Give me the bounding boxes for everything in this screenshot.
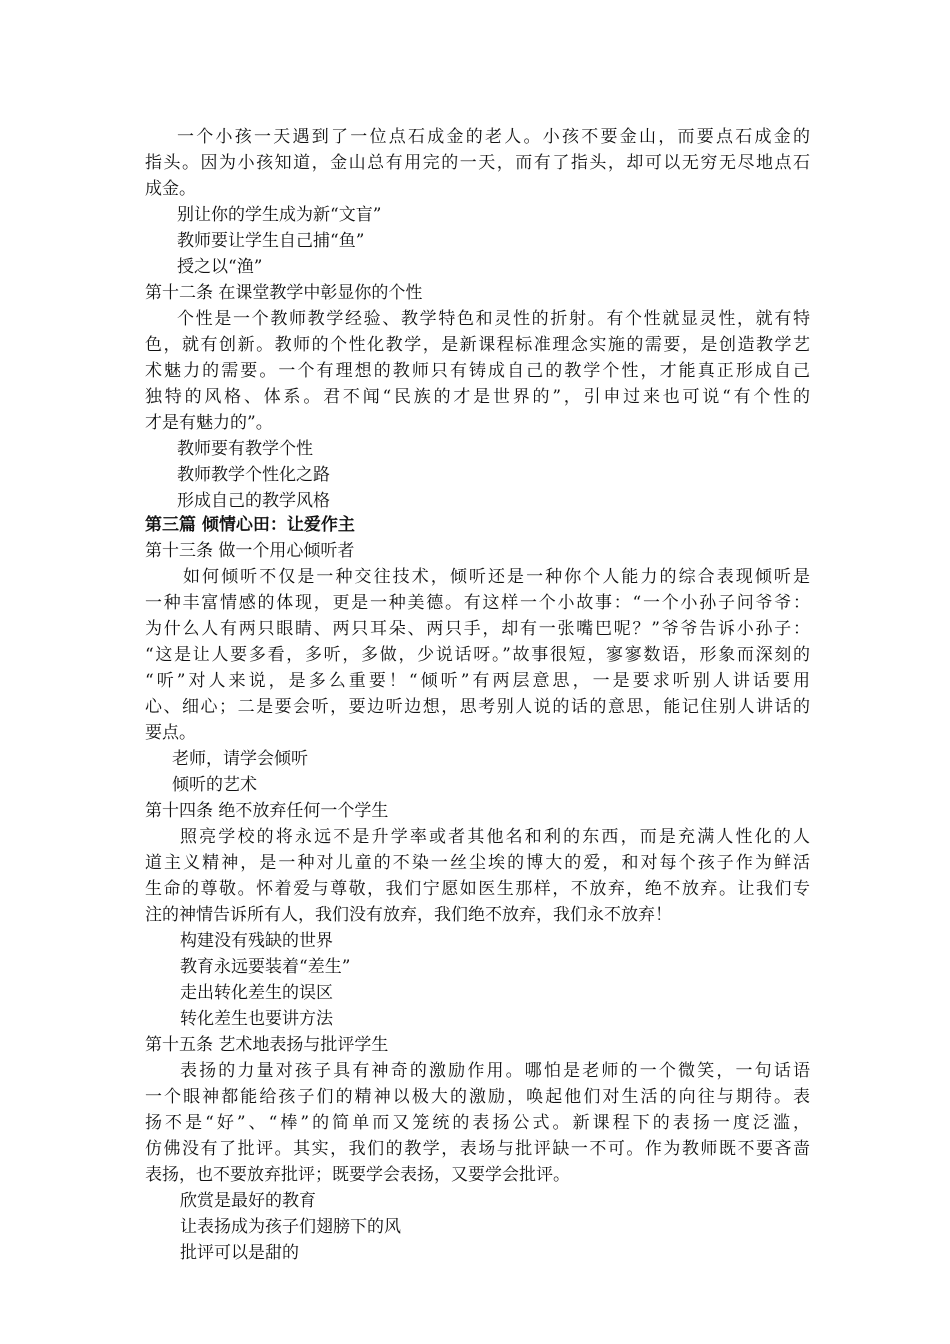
text-line: 扬不是“好”、“棒”的简单而又笼统的表扬公式。新课程下的表扬一度泛滥，	[145, 1113, 810, 1133]
text-line: 第十四条 绝不放弃任何一个学生	[145, 801, 389, 821]
text-line: 独特的风格、体系。君不闻“民族的才是世界的”，引申过来也可说“有个性的	[145, 387, 810, 407]
text-line: 生命的尊敬。怀着爱与尊敬，我们宁愿如医生那样，不放弃，绝不放弃。让我们专	[145, 879, 810, 899]
text-line: 一个小孩一天遇到了一位点石成金的老人。小孩不要金山，而要点石成金的	[177, 127, 810, 147]
text-line: 第十五条 艺术地表扬与批评学生	[145, 1035, 389, 1055]
text-line: 转化差生也要讲方法	[180, 1009, 333, 1029]
text-line: 欣赏是最好的教育	[180, 1191, 316, 1211]
text-line: 为什么人有两只眼睛、两只耳朵、两只手，却有一张嘴巴呢？”爷爷告诉小孙子：	[145, 619, 810, 639]
text-line: 要点。	[145, 723, 196, 743]
text-line: 第十二条 在课堂教学中彰显你的个性	[145, 283, 423, 303]
text-line: 教育永远要装着“差生”	[180, 957, 351, 977]
text-line: 才是有魅力的”。	[145, 413, 273, 433]
text-line: “听”对人来说，是多么重要！“倾听”有两层意思，一是要求听别人讲话要用	[145, 671, 810, 691]
text-line: 教师要有教学个性	[177, 439, 313, 459]
text-line: 心、细心；二是要会听，要边听边想，思考别人说的话的意思，能记住别人讲话的	[145, 697, 810, 717]
text-line: 仿佛没有了批评。其实，我们的教学，表场与批评缺一不可。作为教师既不要吝啬	[145, 1139, 810, 1159]
text-line: 走出转化差生的误区	[180, 983, 333, 1003]
text-line: 教师教学个性化之路	[177, 465, 330, 485]
text-line: 授之以“渔”	[177, 257, 263, 277]
text-line: 色，就有创新。教师的个性化教学，是新课程标准理念实施的需要，是创造教学艺	[145, 335, 810, 355]
text-line: 让表扬成为孩子们翅膀下的风	[180, 1217, 401, 1237]
text-line: 一个眼神都能给孩子们的精神以极大的激励，唤起他们对生活的向往与期待。表	[145, 1087, 810, 1107]
text-line: 表扬，也不要放弃批评；既要学会表扬，又要学会批评。	[145, 1165, 570, 1185]
text-line: 注的神情告诉所有人，我们没有放弃，我们绝不放弃，我们永不放弃！	[145, 905, 672, 925]
text-line: 术魅力的需要。一个有理想的教师只有铸成自己的教学个性，才能真正形成自己	[145, 361, 810, 381]
section-heading: 第三篇 倾情心田：让爱作主	[145, 515, 355, 535]
text-line: 成金。	[145, 179, 196, 199]
text-line: 表扬的力量对孩子具有神奇的激励作用。哪怕是老师的一个微笑，一句话语	[180, 1061, 810, 1081]
text-line: 构建没有残缺的世界	[180, 931, 333, 951]
text-line: 指头。因为小孩知道，金山总有用完的一天，而有了指头，却可以无穷无尽地点石	[145, 153, 810, 173]
text-line: 第十三条 做一个用心倾听者	[145, 541, 355, 561]
text-line: 道主义精神，是一种对儿童的不染一丝尘埃的博大的爱，和对每个孩子作为鲜活	[145, 853, 810, 873]
text-line: 老师，请学会倾听	[172, 749, 308, 769]
text-line: 如何倾听不仅是一种交往技术，倾听还是一种你个人能力的综合表现倾听是	[183, 567, 810, 587]
text-line: “这是让人要多看，多听，多做，少说话呀。”故事很短，寥寥数语，形象而深刻的	[145, 645, 810, 665]
text-line: 照亮学校的将永远不是升学率或者其他名和利的东西，而是充满人性化的人	[180, 827, 810, 847]
text-line: 个性是一个教师教学经验、教学特色和灵性的折射。有个性就显灵性，就有特	[177, 309, 810, 329]
text-line: 别让你的学生成为新“文盲”	[177, 205, 382, 225]
text-line: 形成自己的教学风格	[177, 491, 330, 511]
text-line: 教师要让学生自己捕“鱼”	[177, 231, 365, 251]
text-line: 一种丰富情感的体现，更是一种美德。有这样一个小故事：“一个小孙子问爷爷：	[145, 593, 810, 613]
text-line: 批评可以是甜的	[180, 1243, 299, 1263]
text-line: 倾听的艺术	[172, 775, 257, 795]
